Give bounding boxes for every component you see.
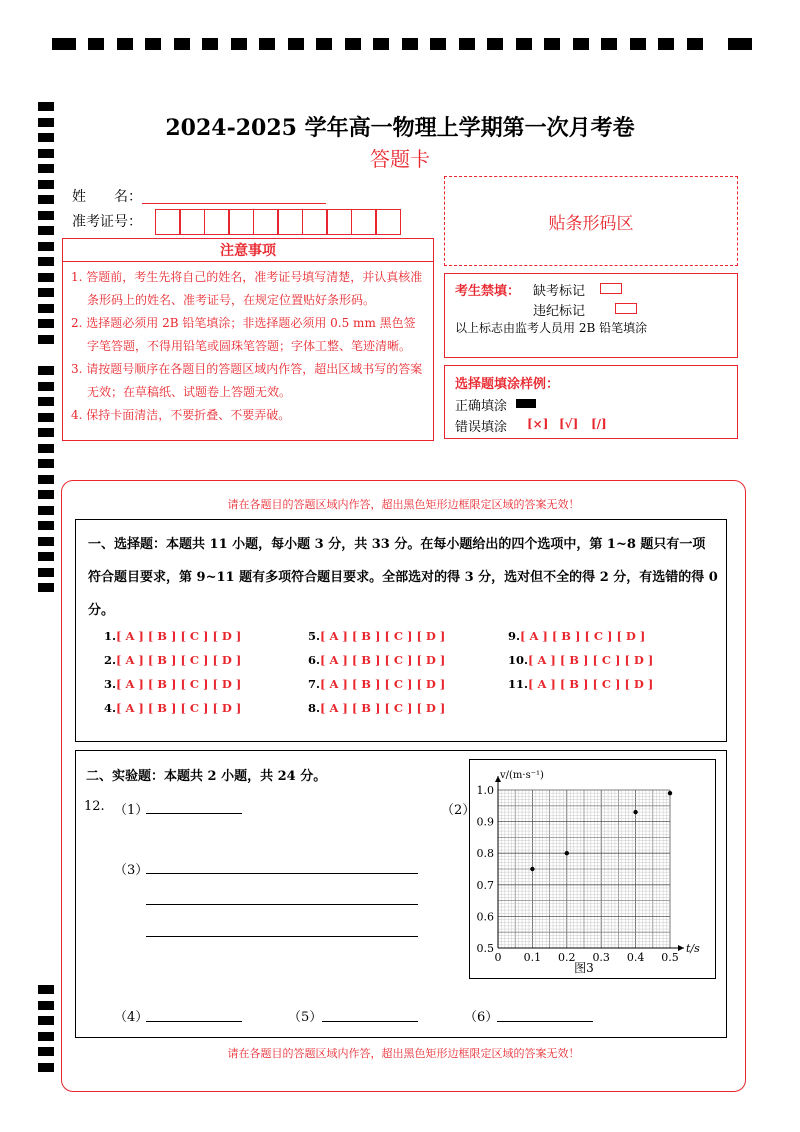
answer-options[interactable]: [ A ] [ B ] [ C ] [ D ]: [116, 629, 242, 643]
choice-question[interactable]: [104, 677, 241, 691]
timing-mark: [288, 38, 304, 50]
answer-options[interactable]: [ A ] [ B ] [ C ] [ D ]: [528, 653, 654, 667]
timing-mark: [38, 102, 54, 111]
timing-mark: [487, 38, 503, 50]
chart-frame: [469, 759, 716, 979]
examiner-box: [444, 273, 738, 358]
x-tick-label: 0.4: [626, 951, 645, 964]
section-experiment: [75, 750, 727, 1038]
timing-mark: [38, 1001, 54, 1010]
timing-mark: [38, 366, 54, 375]
timing-marks-top: [52, 38, 752, 52]
wrong-fill-label: 错误填涂: [455, 420, 508, 435]
timing-mark: [38, 242, 54, 251]
timing-mark: [38, 319, 54, 328]
data-point-2: [565, 851, 569, 855]
fill-sample-box: [444, 365, 738, 439]
sample-heading: 选择题填涂样例：: [455, 377, 560, 392]
choice-question[interactable]: [308, 701, 445, 715]
answer-options[interactable]: [ A ] [ B ] [ C ] [ D ]: [116, 653, 242, 667]
timing-mark: [38, 568, 54, 577]
x-tick-label: 0: [494, 951, 502, 964]
timing-mark: [38, 226, 54, 235]
timing-mark: [202, 38, 218, 50]
timing-mark: [544, 38, 560, 50]
absent-mark-box[interactable]: [600, 283, 622, 294]
part-4-label: （4）: [114, 1010, 149, 1025]
timing-mark: [38, 304, 54, 313]
question-number: 6.: [308, 653, 321, 667]
timing-mark: [38, 195, 54, 204]
y-tick-label: 0.7: [476, 878, 494, 892]
barcode-area: 贴条形码区: [444, 176, 738, 266]
question-number: 4.: [104, 701, 117, 715]
timing-mark: [38, 257, 54, 266]
data-point-4: [668, 791, 672, 795]
timing-mark: [38, 1063, 54, 1072]
section-experiment-intro: 二、实验题：本题共 2 小题，共 24 分。: [86, 769, 327, 784]
y-axis-label: v/(m·s⁻¹): [500, 770, 544, 781]
timing-mark: [516, 38, 532, 50]
timing-mark: [459, 38, 475, 50]
question-number: 1.: [104, 629, 117, 643]
answer-options[interactable]: [ A ] [ B ] [ C ] [ D ]: [116, 677, 242, 691]
choice-question[interactable]: [104, 701, 241, 715]
part-6-label: （6）: [464, 1010, 499, 1025]
choice-question[interactable]: [508, 629, 645, 643]
data-point-1: [530, 867, 534, 871]
choice-question[interactable]: [308, 653, 445, 667]
page-subtitle: 答题卡: [370, 147, 430, 171]
question-number: 3.: [104, 677, 117, 691]
timing-mark: [38, 583, 54, 592]
absent-label: 缺考标记: [533, 284, 586, 299]
timing-mark: [38, 397, 54, 406]
id-label: 准考证号：: [72, 214, 142, 230]
x-tick-label: 0.1: [523, 951, 542, 964]
id-number-cells[interactable]: [156, 209, 401, 235]
wrong-mark: [√]: [559, 417, 579, 431]
answer-line-6[interactable]: [497, 1021, 593, 1022]
x-axis-arrow: [678, 945, 684, 951]
timing-mark: [231, 38, 247, 50]
part-3-label: （3）: [114, 863, 149, 878]
y-tick-label: 0.9: [476, 815, 494, 829]
timing-mark: [402, 38, 418, 50]
data-point-3: [633, 810, 637, 814]
timing-mark: [687, 38, 703, 50]
timing-mark: [38, 521, 54, 530]
choice-question[interactable]: [308, 629, 445, 643]
x-axis-label: t/s: [686, 942, 700, 955]
timing-mark: [38, 444, 54, 453]
y-tick-label: 0.5: [476, 942, 494, 955]
timing-mark: [88, 38, 104, 50]
timing-mark: [38, 273, 54, 282]
timing-mark: [601, 38, 617, 50]
forbidden-heading: 考生禁填：: [455, 284, 521, 299]
violation-mark-box[interactable]: [615, 303, 637, 314]
forbidden-note: 以上标志由监考人员用 2B 铅笔填涂: [455, 321, 648, 335]
answer-line-1[interactable]: [146, 813, 242, 814]
answer-line-3c[interactable]: [146, 936, 418, 937]
warning-top: 请在各题目的答题区域内作答，超出黑色矩形边框限定区域的答案无效！: [227, 498, 580, 511]
question-number: 5.: [308, 629, 321, 643]
timing-mark: [316, 38, 332, 50]
part-5-label: （5）: [288, 1010, 323, 1025]
x-tick-label: 0.2: [558, 951, 576, 964]
violation-label: 违纪标记: [533, 304, 586, 319]
answer-line-4[interactable]: [146, 1021, 242, 1022]
timing-mark: [38, 490, 54, 499]
timing-mark: [38, 211, 54, 220]
question-number: 11.: [508, 677, 529, 691]
notice-body: [62, 261, 434, 441]
correct-fill-label: 正确填涂: [455, 399, 508, 414]
answer-line-3a[interactable]: [146, 873, 418, 874]
timing-mark: [373, 38, 389, 50]
question-number: 10.: [508, 653, 529, 667]
timing-mark: [38, 288, 54, 297]
timing-mark: [345, 38, 361, 50]
x-tick-label: 0.3: [592, 951, 610, 964]
question-number: 7.: [308, 677, 321, 691]
timing-mark: [38, 1047, 54, 1056]
timing-mark: [630, 38, 646, 50]
timing-mark: [573, 38, 589, 50]
choice-question[interactable]: [104, 629, 241, 643]
answer-options[interactable]: [ A ] [ B ] [ C ] [ D ]: [320, 677, 446, 691]
choice-question[interactable]: [508, 653, 653, 667]
chart-title: 图3: [574, 961, 594, 975]
section-choice-intro: 一、选择题：本题共 11 小题，每小题 3 分，共 33 分。在每小题给出的四个选项中，第 1~8 题只有一项符合题目要求，第 9~11 题有多项符合题目要求。全部选对的得 3 分，选对但不全的得 2 分，有选错的得 0 分。: [88, 537, 718, 618]
timing-mark: [117, 38, 133, 50]
question-number: 2.: [104, 653, 117, 667]
timing-mark: [174, 38, 190, 50]
q12-label: 12.: [84, 799, 105, 814]
timing-marks-left-middle: [38, 366, 54, 606]
choice-question[interactable]: [104, 653, 241, 667]
choice-question[interactable]: [508, 677, 653, 691]
timing-mark: [52, 38, 76, 50]
timing-mark: [38, 506, 54, 515]
correct-fill-mark: [516, 399, 536, 408]
answer-line-5[interactable]: [322, 1021, 418, 1022]
timing-mark: [38, 459, 54, 468]
question-number: 9.: [508, 629, 521, 643]
timing-mark: [38, 1016, 54, 1025]
timing-mark: [145, 38, 161, 50]
timing-mark: [38, 413, 54, 422]
wrong-mark: [×]: [527, 417, 549, 431]
answer-options[interactable]: [ A ] [ B ] [ C ] [ D ]: [528, 677, 654, 691]
wrong-mark: [/]: [591, 417, 607, 431]
answer-options[interactable]: [ A ] [ B ] [ C ] [ D ]: [116, 701, 242, 715]
timing-mark: [259, 38, 275, 50]
question-number: 8.: [308, 701, 321, 715]
notice-item: 4. 保持卡面清洁，不要折叠、不要弄破。: [71, 408, 291, 422]
y-tick-label: 0.8: [476, 847, 494, 861]
timing-mark: [658, 38, 674, 50]
section-choice: [75, 519, 727, 742]
timing-mark: [38, 475, 54, 484]
name-field[interactable]: [142, 203, 326, 204]
name-label: 姓 名：: [72, 189, 142, 205]
y-tick-label: 1.0: [476, 784, 494, 797]
choice-question[interactable]: [308, 677, 445, 691]
y-tick-label: 0.6: [476, 910, 494, 924]
timing-mark: [38, 382, 54, 391]
part-2-label: （2）: [441, 803, 476, 818]
velocity-time-chart: [470, 760, 715, 978]
notice-item: 1. 答题前，考生先将自己的姓名，准考证号填写清楚，并认真核准条形码上的姓名、准考证号，在规定位置贴好条形码。: [71, 270, 423, 307]
timing-mark: [38, 537, 54, 546]
timing-mark: [38, 985, 54, 994]
notice-heading: 注意事项: [62, 238, 434, 262]
answer-options[interactable]: [ A ] [ B ] [ C ] [ D ]: [320, 701, 446, 715]
answer-options[interactable]: [ A ] [ B ] [ C ] [ D ]: [320, 629, 446, 643]
part-1-label: （1）: [114, 803, 149, 818]
answer-options[interactable]: [ A ] [ B ] [ C ] [ D ]: [320, 653, 446, 667]
notice-item: 2. 选择题必须用 2B 铅笔填涂；非选择题必须用 0.5 mm 黑色签字笔答题，不得用铅笔或圆珠笔答题；字体工整、笔迹清晰。: [71, 316, 416, 353]
warning-bottom: 请在各题目的答题区域内作答，超出黑色矩形边框限定区域的答案无效！: [227, 1047, 580, 1060]
page-title: 2024-2025 学年高一物理上学期第一次月考卷: [165, 115, 635, 141]
timing-mark: [38, 552, 54, 561]
timing-mark: [38, 335, 54, 344]
timing-mark: [430, 38, 446, 50]
notice-item: 3. 请按题号顺序在各题目的答题区域内作答，超出区域书写的答案无效；在草稿纸、试题卷上答题无效。: [71, 362, 423, 399]
answer-options[interactable]: [ A ] [ B ] [ C ] [ D ]: [520, 629, 646, 643]
x-tick-label: 0.5: [661, 951, 679, 964]
timing-mark: [38, 1032, 54, 1041]
timing-marks-left-lower: [38, 985, 54, 1075]
timing-mark: [38, 428, 54, 437]
answer-line-3b[interactable]: [146, 904, 418, 905]
timing-mark: [728, 38, 752, 50]
timing-mark: [38, 180, 54, 189]
